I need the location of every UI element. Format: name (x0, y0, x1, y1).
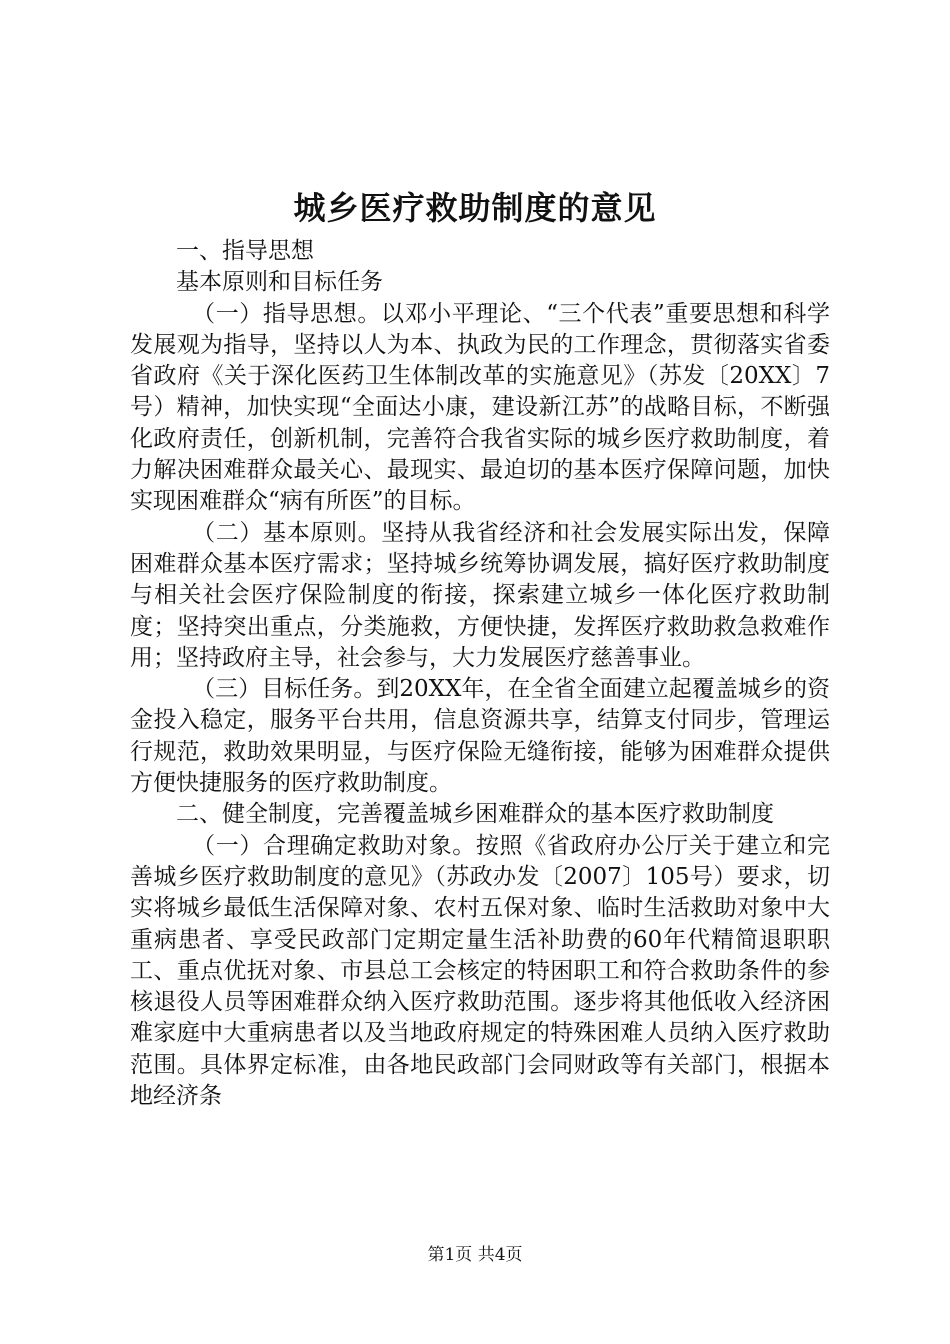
section-heading-2: 二、健全制度，完善覆盖城乡困难群众的基本医疗救助制度 (176, 801, 774, 828)
document-title: 城乡医疗救助制度的意见 (293, 189, 657, 227)
paragraph-guiding-thought: （一）指导思想。以邓小平理论、“三个代表”重要思想和科学发展观为指导，坚持以人为本、执政为民的工作理念，贯彻落实省委省政府《关于深化医药卫生体制改革的实施意见》（苏发〔20XX〕7号）精神，加快实现“全面达小康，建设新江苏”的战略目标，不断强化政府责任，创新机制，完善符合我省实际的城乡医疗救助制度，着力解决困难群众最关心、最现实、最迫切的基本医疗保障问题，加快实现困难群众“病有所医”的目标。 (130, 300, 830, 515)
page-footer: 第1页 共4页 (427, 1245, 523, 1265)
paragraph-target-tasks: （三）目标任务。到20XX年，在全省全面建立起覆盖城乡的资金投入稳定，服务平台共用，信息资源共享，结算支付同步，管理运行规范，救助效果明显，与医疗保险无缝衔接，能够为困难群众提供方便快捷服务的医疗救助制度。 (130, 676, 830, 797)
document-body (130, 236, 830, 1112)
section-subheading: 基本原则和目标任务 (176, 269, 383, 296)
section-heading-1: 一、指导思想 (176, 238, 314, 264)
paragraph-assistance-targets: （一）合理确定救助对象。按照《省政府办公厅关于建立和完善城乡医疗救助制度的意见》（苏政办发〔2007〕105号）要求，切实将城乡最低生活保障对象、农村五保对象、临时生活救助对象中大重病患者、享受民政部门定期定量生活补助费的60年代精简退职职工、重点优抚对象、市县总工会核定的特困职工和符合救助条件的参核退役人员等困难群众纳入医疗救助范围。逐步将其他低收入经济困难家庭中大重病患者以及当地政府规定的特殊困难人员纳入医疗救助范围。具体界定标准，由各地民政部门会同财政等有关部门，根据本地经济条 (130, 832, 830, 1110)
paragraph-basic-principles: （二）基本原则。坚持从我省经济和社会发展实际出发，保障困难群众基本医疗需求；坚持城乡统筹协调发展，搞好医疗救助制度与相关社会医疗保险制度的衔接，探索建立城乡一体化医疗救助制度；坚持突出重点，分类施救，方便快捷，发挥医疗救助救急救难作用；坚持政府主导，社会参与，大力发展医疗慈善事业。 (130, 519, 830, 671)
